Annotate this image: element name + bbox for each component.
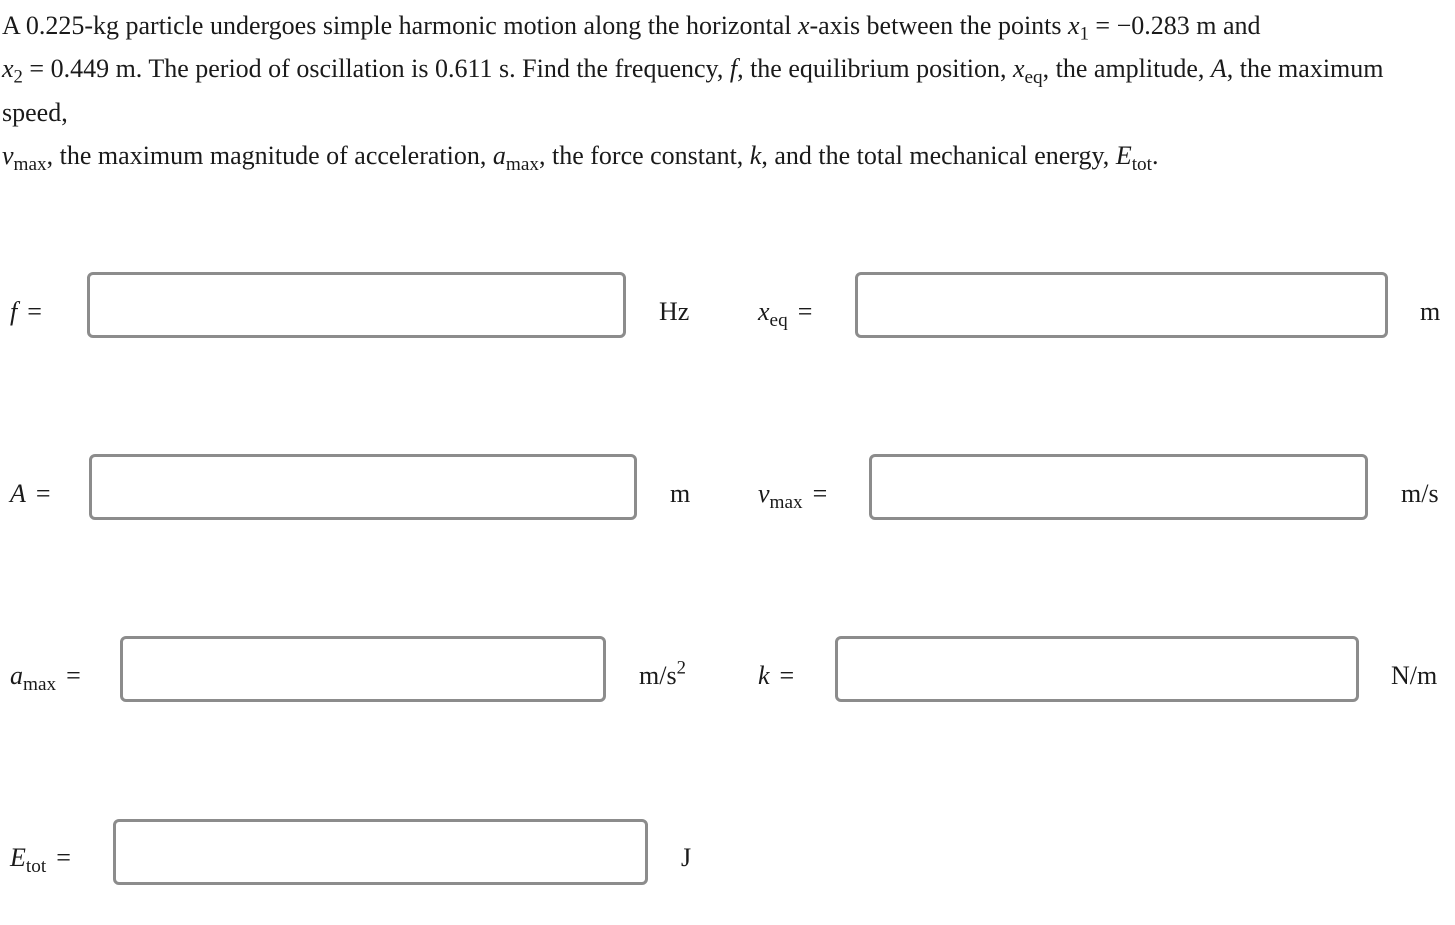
x2-symbol: x (2, 54, 14, 84)
amplitude-input[interactable] (89, 454, 637, 520)
frequency-input[interactable] (87, 272, 626, 338)
problem-text: . (1152, 140, 1159, 170)
max-acceleration-label: $a_{max}$ = (10, 661, 81, 695)
k-symbol: k (749, 140, 762, 170)
problem-text: , the equilibrium position, (737, 54, 1013, 84)
force-constant-unit: N/m (1391, 661, 1438, 690)
vmax-subscript: max (13, 153, 47, 175)
problem-statement (2, 4, 1442, 177)
xeq-subscript: eq (1024, 67, 1043, 89)
total-energy-label: $E_{tot}$ = (10, 843, 71, 877)
amplitude-label: A = (10, 479, 51, 508)
max-speed-label: $v_{max}$ = (758, 479, 828, 513)
amplitude-unit: m (670, 479, 691, 508)
vmax-symbol: v (2, 140, 14, 170)
frequency-unit: Hz (659, 297, 690, 326)
x2-value-and-period: = 0.449 m. The period of oscillation is 0.611 s. Find the frequency, (22, 54, 730, 84)
total-energy-unit: J (681, 843, 692, 872)
force-constant-input[interactable] (835, 636, 1359, 702)
xeq-symbol: x (1012, 54, 1025, 84)
f-symbol: f (729, 54, 738, 84)
problem-text: , the maximum magnitude of acceleration, (46, 140, 493, 170)
amplitude-symbol: A (1210, 54, 1227, 84)
problem-text: , the amplitude, (1042, 54, 1211, 84)
equilibrium-position-label: $x_{eq}$ = (758, 297, 813, 331)
problem-text: A 0.225-kg particle undergoes simple harmonic motion along the horizontal (2, 11, 798, 40)
x1-subscript: 1 (1079, 23, 1089, 45)
max-acceleration-unit: $m/s^2$ (639, 657, 686, 690)
max-acceleration-input[interactable] (120, 636, 606, 702)
x2-subscript: 2 (13, 66, 23, 88)
etot-symbol: E (1115, 140, 1132, 170)
problem-text: -axis between the points (809, 11, 1069, 40)
max-speed-input[interactable] (869, 454, 1368, 520)
max-speed-unit: m/s (1401, 479, 1439, 508)
etot-subscript: tot (1131, 153, 1153, 175)
amax-symbol: a (492, 140, 506, 170)
x-axis-variable: x (797, 11, 810, 40)
equilibrium-position-unit: m (1420, 297, 1441, 326)
x1-value: = −0.283 m and (1088, 11, 1261, 40)
x1-symbol: x (1068, 11, 1080, 40)
equilibrium-position-input[interactable] (855, 272, 1388, 338)
force-constant-label: k = (758, 661, 795, 690)
problem-text: , the maximum speed, (2, 54, 1384, 127)
amax-subscript: max (505, 153, 539, 175)
frequency-label: f = (10, 297, 42, 326)
total-energy-input[interactable] (113, 819, 648, 885)
problem-text: , and the total mechanical energy, (761, 140, 1116, 170)
problem-text: , the force constant, (538, 140, 750, 170)
